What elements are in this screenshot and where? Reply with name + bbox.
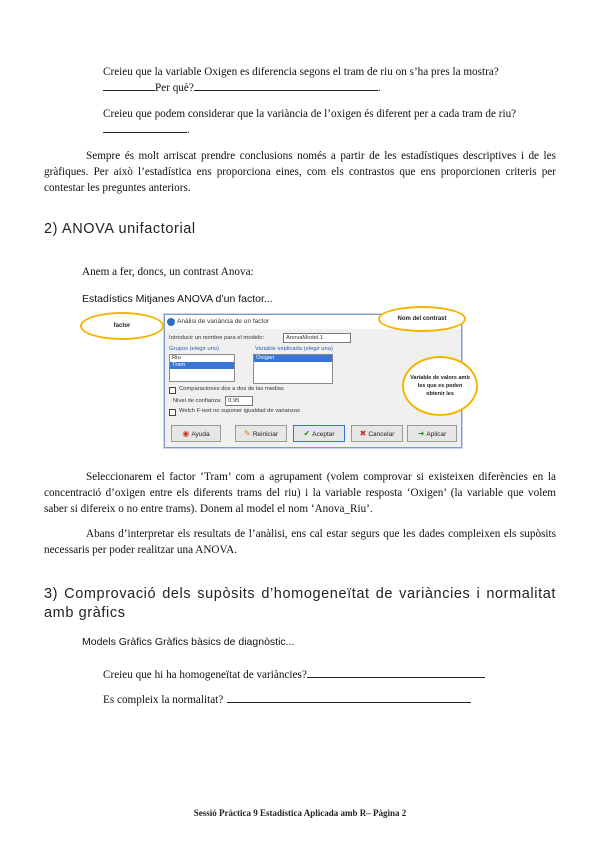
callout-name-text: Nom del contrast [397, 316, 447, 322]
dialog-title: Anàlisi de variància de un factor [177, 318, 270, 325]
question-variance-line2 [103, 122, 558, 138]
menu-path-anova: Estadístics Mitjanes ANOVA d’un factor... [82, 293, 273, 305]
r-logo-icon [167, 318, 175, 326]
answer-blank[interactable] [194, 80, 378, 91]
callout-response [402, 356, 478, 416]
apply-icon: ➜ [417, 429, 425, 438]
list-item[interactable]: Riu [172, 355, 181, 361]
apply-label: Aplicar [426, 431, 447, 438]
model-name-label: Introducir un nombre para el modelo: [169, 335, 265, 341]
welch-checkbox[interactable] [169, 409, 176, 416]
question-oxigen-difference [103, 64, 558, 96]
help-label: Ayuda [191, 431, 210, 438]
callout-model-name [378, 306, 466, 332]
ok-button[interactable] [293, 425, 345, 442]
ok-label: Aceptar [312, 431, 335, 438]
reset-label: Reiniciar [252, 431, 278, 438]
check-icon: ✔ [303, 429, 311, 438]
model-name-input[interactable]: AnovaModel.1 [283, 333, 351, 343]
page-footer: Sessió Pràctica 9 Estadística Aplicada amb R– Pàgina 2 [193, 808, 407, 818]
callout-response-text: Variable de valors amb les que es poden obtenir les [410, 375, 470, 397]
cancel-icon: ✖ [359, 429, 367, 438]
question-oxigen-line2: Per què? . [103, 80, 558, 96]
callout-factor-text: factor [113, 323, 131, 329]
section-heading-assumptions: 3) Comprovació dels supòsits d’homogeneïtat de variàncies i normalitat amb gràfics [44, 586, 556, 621]
paragraph-select-factor: Seleccionarem el factor ‘Tram’ com a agrupament (volem comprovar si existeixen diferències en la concentració d’oxigen entre els diferents trams del riu) i la variable resposta ‘Oxigen’ (la variable que volem saber si difereix o no entre trams). Donem al model el nom ‘Anova_Riu’. [44, 471, 556, 515]
reset-icon: ✎ [244, 429, 251, 438]
anova-dialog-screenshot [80, 312, 500, 448]
question-oxigen-line1: Creieu que la variable Oxigen es diferencia segons el tram de riu on s’ha pres la mostra? [103, 66, 499, 78]
confidence-input[interactable]: 0.95 [225, 396, 253, 406]
question-homogeneity-text: Creieu que hi ha homogeneïtat de variàncies? [103, 669, 307, 681]
welch-label: Welch F-test no suponer igualdad de varianzas [179, 408, 301, 414]
paragraph-assumptions: Abans d’interpretar els resultats de l’anàlisi, ens cal estar segurs que les dades compleixen els supòsits necessaris per poder realitzar una ANOVA. [44, 528, 556, 556]
reset-button[interactable] [235, 425, 287, 442]
menu-path-diagnostics: Models Gràfics Gràfics bàsics de diagnòstic... [82, 636, 295, 648]
list-item[interactable]: Oxigen [254, 355, 332, 362]
list-item[interactable]: Tram [170, 362, 234, 369]
response-label: Variable explicada (elegir una) [255, 346, 333, 352]
cancel-label: Cancelar [368, 431, 395, 438]
question-normality [103, 692, 471, 708]
period: . [187, 124, 190, 136]
pairwise-checkbox[interactable] [169, 387, 176, 394]
anova-intro: Anem a fer, doncs, un contrast Anova: [82, 266, 254, 278]
cancel-button[interactable] [351, 425, 403, 442]
apply-button[interactable] [407, 425, 457, 442]
answer-blank[interactable] [103, 122, 187, 133]
callout-factor [80, 312, 164, 340]
why-label: Per què? [155, 82, 194, 94]
paragraph-conclusions: Sempre és molt arriscat prendre conclusions només a partir de les estadístiques descriptives i de les gràfiques. Per això l’estadística ens proporciona eines, com els contrastos que ens proporcionen criteris per contestar les preguntes anteriors. [44, 150, 556, 194]
response-listbox[interactable] [253, 354, 333, 384]
groups-label: Grupos (elegir uno) [169, 346, 219, 352]
question-variance-difference [103, 106, 558, 138]
answer-blank[interactable] [307, 667, 485, 678]
question-variance-line1: Creieu que podem considerar que la variància de l’oxigen és diferent per a cada tram de riu? [103, 108, 517, 120]
answer-blank[interactable] [103, 80, 155, 91]
question-normality-text: Es compleix la normalitat? [103, 694, 224, 706]
question-homogeneity [103, 667, 485, 683]
confidence-label: Nivel de confianza [173, 398, 221, 404]
section-heading-anova: 2) ANOVA unifactorial [44, 221, 196, 237]
pairwise-label: Comparaciones dos a dos de las medias [179, 386, 284, 392]
answer-blank[interactable] [227, 692, 471, 703]
help-icon: ◉ [182, 429, 190, 438]
help-button[interactable] [171, 425, 221, 442]
groups-listbox[interactable] [169, 354, 235, 382]
